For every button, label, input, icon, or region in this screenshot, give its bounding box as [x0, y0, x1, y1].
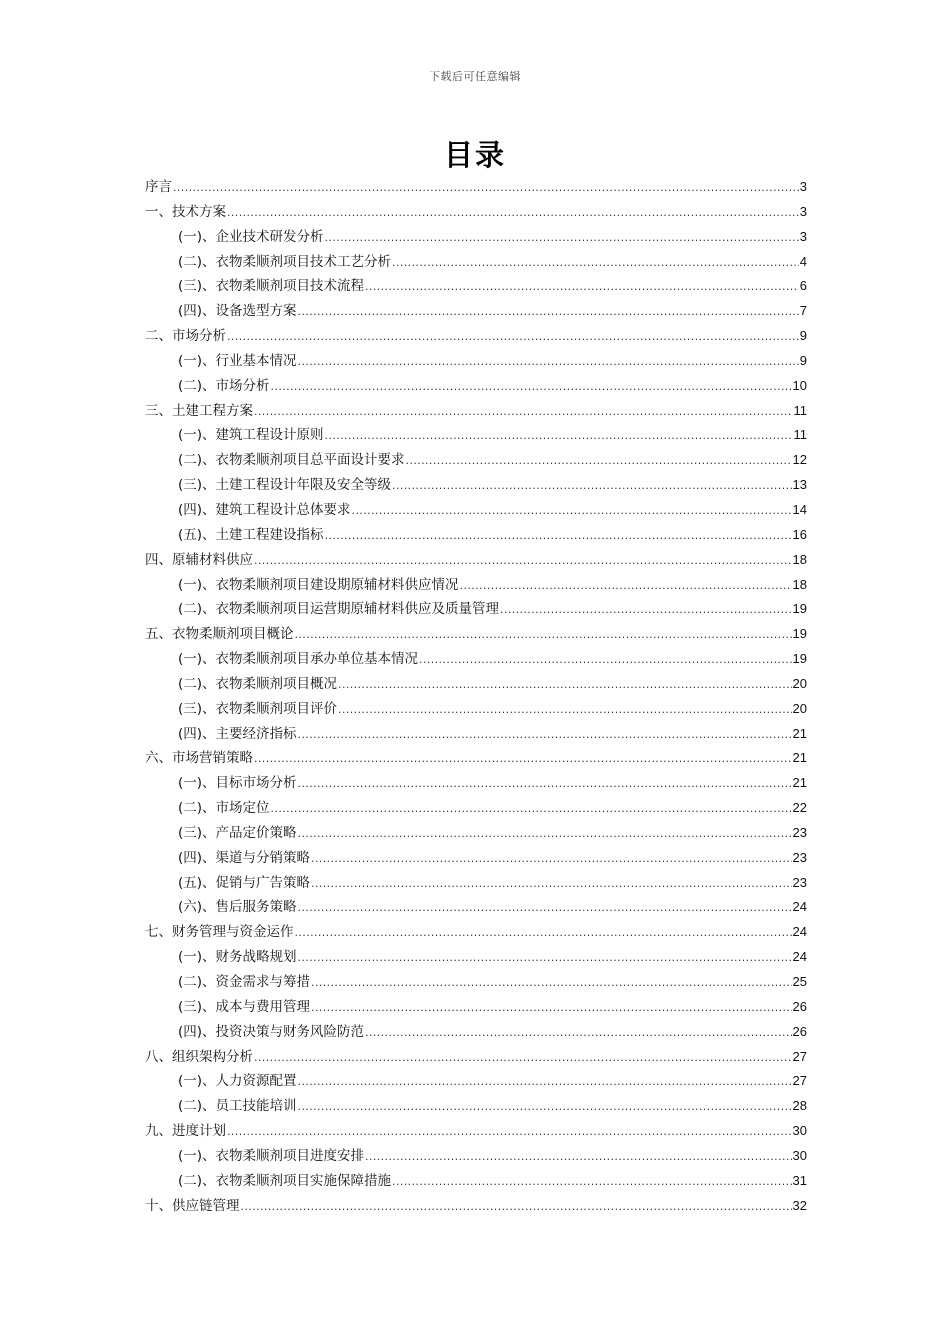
- toc-entry[interactable]: [145, 895, 807, 920]
- toc-dot-leader: [365, 1020, 791, 1046]
- toc-entry[interactable]: [145, 995, 807, 1020]
- toc-dot-leader: [311, 846, 791, 872]
- toc-entry-page-number: 24: [792, 899, 807, 915]
- toc-entry-label: (一)、衣物柔顺剂项目承办单位基本情况: [178, 651, 419, 668]
- toc-dot-leader: [298, 895, 792, 921]
- toc-entry-label: (二)、衣物柔顺剂项目运营期原辅材料供应及质量管理: [178, 601, 500, 618]
- toc-entry-page-number: 12: [792, 452, 807, 468]
- toc-dot-leader: [295, 622, 792, 648]
- toc-entry-label: (三)、土建工程设计年限及安全等级: [178, 477, 392, 494]
- toc-entry-page-number: 27: [792, 1048, 807, 1064]
- toc-entry-label: 序言: [145, 179, 172, 195]
- toc-entry[interactable]: [145, 225, 807, 250]
- toc-entry[interactable]: [145, 349, 807, 374]
- toc-dot-leader: [311, 995, 791, 1021]
- toc-entry-page-number: 31: [792, 1172, 807, 1188]
- toc-dot-leader: [241, 1194, 792, 1220]
- toc-entry[interactable]: [145, 1020, 807, 1045]
- toc-entry[interactable]: [145, 796, 807, 821]
- toc-dot-leader: [298, 945, 792, 971]
- toc-entry[interactable]: [145, 1119, 807, 1144]
- toc-entry-label: (二)、资金需求与筹措: [178, 974, 311, 990]
- toc-entry-label: (四)、建筑工程设计总体要求: [178, 501, 351, 518]
- toc-entry[interactable]: [145, 399, 807, 424]
- toc-entry-label: (二)、员工技能培训: [178, 1098, 297, 1115]
- toc-dot-leader: [338, 672, 791, 698]
- toc-entry[interactable]: [145, 374, 807, 399]
- page-header-note: 下载后可任意编辑: [429, 70, 521, 83]
- toc-dot-leader: [311, 871, 791, 897]
- toc-entry-page-number: 22: [792, 800, 807, 816]
- toc-entry-label: (三)、成本与费用管理: [178, 998, 311, 1015]
- toc-entry-label: (二)、衣物柔顺剂项目概况: [178, 675, 338, 692]
- toc-entry-label: 六、市场营销策略: [145, 750, 253, 767]
- toc-dot-leader: [298, 349, 799, 375]
- toc-entry-label: (四)、渠道与分销策略: [178, 849, 311, 866]
- toc-dot-leader: [500, 597, 791, 623]
- toc-dot-leader: [392, 1169, 791, 1195]
- toc-entry-page-number: 18: [792, 551, 807, 567]
- toc-dot-leader: [298, 1069, 792, 1095]
- toc-entry-page-number: 7: [799, 303, 807, 319]
- toc-dot-leader: [352, 498, 792, 524]
- toc-entry-page-number: 18: [792, 576, 807, 592]
- toc-entry[interactable]: [145, 746, 807, 771]
- toc-dot-leader: [227, 324, 799, 350]
- toc-entry-page-number: 32: [792, 1197, 807, 1213]
- toc-entry-label: 四、原辅材料供应: [145, 551, 253, 568]
- toc-entry[interactable]: [145, 274, 807, 299]
- toc-entry-page-number: 23: [792, 874, 807, 890]
- toc-entry-label: 一、技术方案: [145, 203, 226, 220]
- toc-entry-page-number: 20: [792, 675, 807, 691]
- toc-entry[interactable]: [145, 548, 807, 573]
- toc-dot-leader: [298, 1094, 792, 1120]
- toc-entry[interactable]: [145, 945, 807, 970]
- toc-entry-page-number: 19: [792, 651, 807, 667]
- toc-dot-leader: [227, 1119, 792, 1145]
- toc-entry-page-number: 25: [792, 974, 807, 989]
- toc-dot-leader: [173, 175, 799, 201]
- toc-entry-label: (一)、目标市场分析: [178, 775, 297, 792]
- toc-entry-label: 八、组织架构分析: [145, 1048, 253, 1065]
- toc-dot-leader: [298, 722, 792, 748]
- toc-entry-label: 二、市场分析: [145, 328, 226, 345]
- toc-entry[interactable]: [145, 647, 807, 672]
- toc-entry-page-number: 9: [799, 352, 807, 368]
- toc-entry[interactable]: [145, 722, 807, 747]
- toc-entry[interactable]: [145, 771, 807, 796]
- toc-entry[interactable]: [145, 523, 807, 548]
- toc-entry-page-number: 3: [799, 228, 807, 244]
- toc-title: 目录: [443, 138, 506, 172]
- toc-entry-label: (四)、设备选型方案: [178, 303, 297, 320]
- toc-entry[interactable]: [145, 920, 807, 945]
- toc-dot-leader: [365, 1144, 791, 1170]
- toc-dot-leader: [254, 746, 792, 772]
- toc-entry-page-number: 19: [792, 601, 807, 617]
- toc-entry-label: (一)、行业基本情况: [178, 352, 297, 369]
- toc-entry-label: (二)、市场分析: [178, 377, 270, 394]
- toc-entry[interactable]: [145, 622, 807, 647]
- toc-dot-leader: [419, 647, 791, 673]
- toc-dot-leader: [295, 920, 792, 946]
- toc-dot-leader: [254, 399, 793, 425]
- toc-entry-label: (一)、财务战略规划: [178, 949, 297, 966]
- toc-entry[interactable]: [145, 448, 807, 473]
- toc-dot-leader: [325, 225, 799, 251]
- toc-entry-label: (一)、衣物柔顺剂项目进度安排: [178, 1147, 365, 1164]
- toc-entry-page-number: 9: [799, 328, 807, 344]
- toc-entry[interactable]: [145, 597, 807, 622]
- toc-entry-page-number: 30: [792, 1123, 807, 1139]
- toc-dot-leader: [406, 448, 792, 474]
- toc-entry[interactable]: [145, 970, 807, 995]
- toc-entry-label: (三)、衣物柔顺剂项目评价: [178, 700, 338, 717]
- toc-entry-label: (三)、衣物柔顺剂项目技术流程: [178, 278, 365, 295]
- toc-entry-label: (一)、人力资源配置: [178, 1073, 297, 1090]
- toc-entry-label: 三、土建工程方案: [145, 402, 253, 419]
- toc-entry-label: (二)、衣物柔顺剂项目实施保障措施: [178, 1172, 392, 1189]
- toc-entry-page-number: 26: [792, 1023, 807, 1039]
- toc-entry[interactable]: [145, 573, 807, 598]
- toc-entry[interactable]: [145, 871, 807, 896]
- toc-dot-leader: [298, 771, 792, 797]
- toc-dot-leader: [298, 821, 792, 847]
- toc-entry[interactable]: [145, 672, 807, 697]
- toc-entry-page-number: 23: [792, 849, 807, 865]
- toc-entry-label: (二)、衣物柔顺剂项目总平面设计要求: [178, 452, 405, 469]
- toc-entry-label: (四)、主要经济指标: [178, 725, 297, 742]
- toc-entry-label: (一)、企业技术研发分析: [178, 228, 324, 245]
- toc-entry-page-number: 10: [792, 377, 807, 393]
- toc-entry[interactable]: [145, 423, 807, 448]
- toc-entry[interactable]: [145, 498, 807, 523]
- toc-entry-label: 十、供应链管理: [145, 1197, 240, 1214]
- toc-entry-label: (五)、促销与广告策略: [178, 874, 311, 891]
- toc-entry-page-number: 11: [793, 427, 807, 443]
- toc-dot-leader: [365, 274, 799, 300]
- toc-entry[interactable]: [145, 175, 807, 200]
- toc-entry-page-number: 11: [793, 402, 807, 418]
- toc-entry-page-number: 23: [792, 824, 807, 840]
- toc-entry-page-number: 16: [792, 526, 807, 542]
- toc-entry-page-number: 24: [792, 949, 807, 965]
- toc-dot-leader: [271, 796, 792, 822]
- toc-entry[interactable]: [145, 1169, 807, 1194]
- toc-dot-leader: [325, 423, 793, 449]
- toc-entry[interactable]: [145, 1144, 807, 1169]
- toc-dot-leader: [338, 697, 791, 723]
- toc-dot-leader: [298, 299, 799, 325]
- toc-entry[interactable]: [145, 846, 807, 871]
- toc-entry[interactable]: [145, 250, 807, 275]
- toc-entry[interactable]: [145, 473, 807, 498]
- toc-entry-page-number: 14: [792, 501, 807, 517]
- toc-entry-label: (三)、产品定价策略: [178, 824, 297, 841]
- toc-entry-label: (一)、衣物柔顺剂项目建设期原辅材料供应情况: [178, 576, 459, 593]
- toc-entry-label: (六)、售后服务策略: [178, 899, 297, 916]
- toc-entry-page-number: 26: [792, 998, 807, 1014]
- toc-entry[interactable]: [145, 299, 807, 324]
- toc-entry-label: (五)、土建工程建设指标: [178, 526, 324, 543]
- toc-entry-page-number: 21: [792, 725, 807, 741]
- toc-entry[interactable]: [145, 821, 807, 846]
- toc-entry-page-number: 4: [799, 253, 807, 269]
- toc-dot-leader: [254, 1045, 792, 1071]
- toc-dot-leader: [392, 250, 799, 276]
- toc-entry-page-number: 20: [792, 700, 807, 716]
- toc-entry-page-number: 6: [799, 278, 807, 294]
- toc-entry-page-number: 27: [792, 1073, 807, 1089]
- toc-entry-label: 九、进度计划: [145, 1123, 226, 1140]
- toc-entry[interactable]: [145, 697, 807, 722]
- toc-entry-page-number: 21: [792, 750, 807, 766]
- toc-dot-leader: [392, 473, 791, 499]
- table-of-contents: [145, 175, 807, 1218]
- toc-entry[interactable]: [145, 1094, 807, 1119]
- toc-dot-leader: [311, 970, 791, 996]
- toc-entry-label: 五、衣物柔顺剂项目概论: [145, 626, 294, 643]
- toc-entry-page-number: 21: [792, 775, 807, 791]
- toc-entry[interactable]: [145, 1194, 807, 1219]
- toc-dot-leader: [254, 548, 792, 574]
- toc-entry-label: 七、财务管理与资金运作: [145, 924, 294, 941]
- toc-entry-page-number: 3: [799, 179, 807, 194]
- toc-entry[interactable]: [145, 1069, 807, 1094]
- toc-entry-label: (二)、市场定位: [178, 800, 270, 817]
- toc-entry-page-number: 30: [792, 1147, 807, 1163]
- toc-entry-page-number: 28: [792, 1098, 807, 1114]
- toc-dot-leader: [271, 374, 792, 400]
- toc-dot-leader: [460, 573, 792, 599]
- toc-entry[interactable]: [145, 1045, 807, 1070]
- toc-dot-leader: [325, 523, 792, 549]
- toc-entry-label: (一)、建筑工程设计原则: [178, 427, 324, 444]
- toc-entry[interactable]: [145, 200, 807, 225]
- toc-entry-page-number: 13: [792, 477, 807, 493]
- toc-entry-label: (四)、投资决策与财务风险防范: [178, 1023, 365, 1040]
- toc-entry[interactable]: [145, 324, 807, 349]
- toc-entry-page-number: 24: [792, 924, 807, 940]
- toc-entry-page-number: 3: [799, 203, 807, 219]
- toc-entry-page-number: 19: [792, 626, 807, 642]
- toc-dot-leader: [227, 200, 799, 226]
- toc-entry-label: (二)、衣物柔顺剂项目技术工艺分析: [178, 253, 392, 270]
